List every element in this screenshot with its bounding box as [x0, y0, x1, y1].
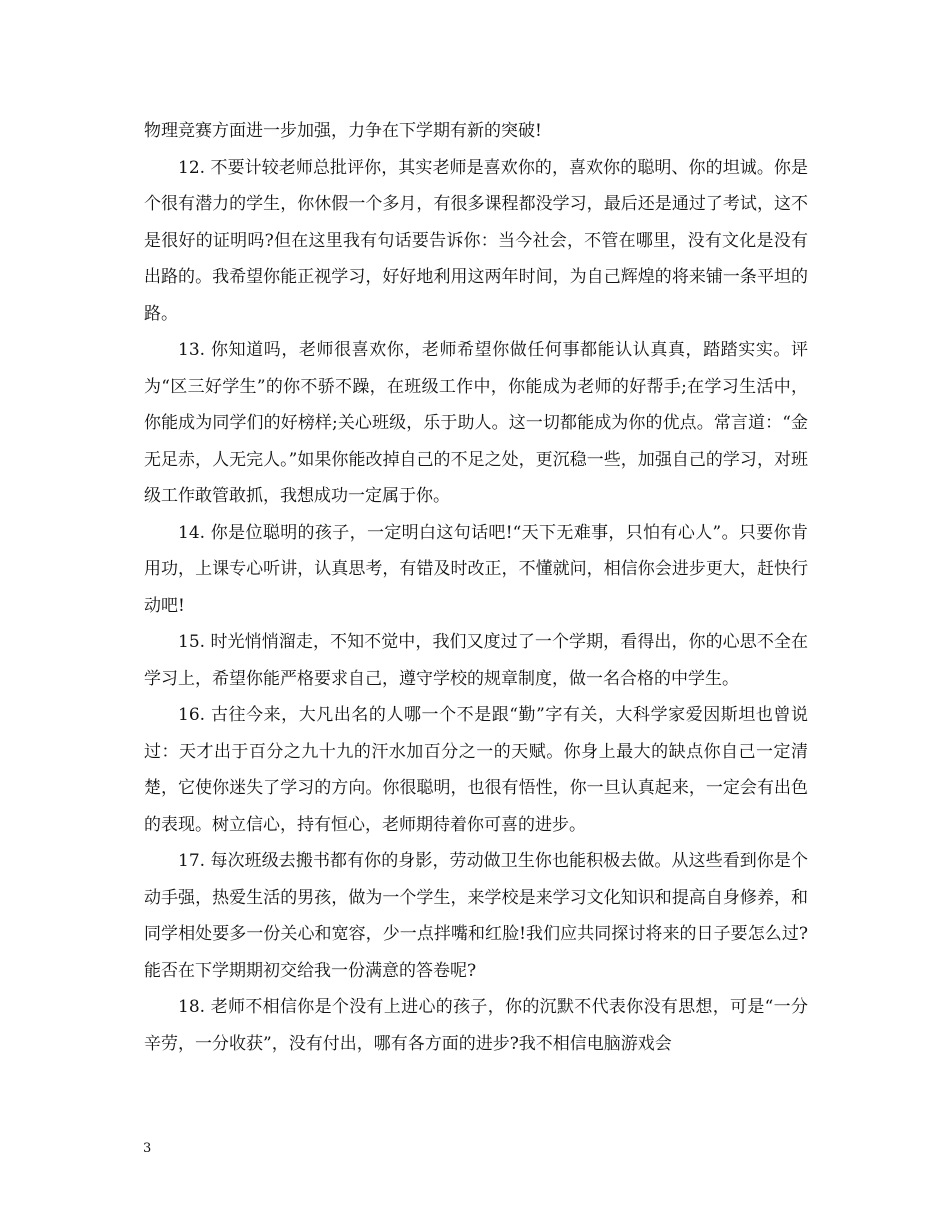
page-number: 3	[143, 1141, 152, 1156]
paragraph-14: 14. 你是位聪明的孩子，一定明白这句话吧!“天下无难事，只怕有心人”。只要你肯用功，上课专心听讲，认真思考，有错及时改正，不懂就问，相信你会进步更大，赶快行动吧!	[144, 522, 808, 616]
paragraph-18: 18. 老师不相信你是个没有上进心的孩子，你的沉默不代表你没有思想，可是“一分辛劳，一分收获”，没有付出，哪有各方面的进步?我不相信电脑游戏会	[144, 997, 808, 1054]
paragraph-15: 15. 时光悄悄溜走，不知不觉中，我们又度过了一个学期，看得出，你的心思不全在学习上，希望你能严格要求自己，遵守学校的规章制度，做一名合格的中学生。	[144, 632, 808, 689]
document-body	[144, 113, 808, 1062]
paragraph-continuation: 物理竞赛方面进一步加强，力争在下学期有新的突破!	[144, 121, 542, 141]
paragraph-13: 13. 你知道吗，老师很喜欢你，老师希望你做任何事都能认认真真，踏踏实实。评为“区三好学生”的你不骄不躁，在班级工作中，你能成为老师的好帮手;在学习生活中，你能成为同学们的好榜样;关心班级，乐于助人。这一切都能成为你的优点。常言道：“金无足赤，人无完人。”如果你能改掉自己的不足之处，更沉稳一些，加强自己的学习，对班级工作敢管敢抓，我想成功一定属于你。	[144, 340, 808, 506]
paragraph-17: 17. 每次班级去搬书都有你的身影，劳动做卫生你也能积极去做。从这些看到你是个动手强，热爱生活的男孩，做为一个学生，来学校是来学习文化知识和提高自身修养，和同学相处要多一份关心和宽容，少一点拌嘴和红脸!我们应共同探讨将来的日子要怎么过?能否在下学期期初交给我一份满意的答卷呢?	[144, 851, 808, 981]
paragraph-16: 16. 古往今来，大凡出名的人哪一个不是跟“勤”字有关，大科学家爱因斯坦也曾说过：天才出于百分之九十九的汗水加百分之一的天赋。你身上最大的缺点你自己一定清楚，它使你迷失了学习的方向。你很聪明，也很有悟性，你一旦认真起来，一定会有出色的表现。树立信心，持有恒心，老师期待着你可喜的进步。	[144, 705, 808, 835]
paragraph-12: 12. 不要计较老师总批评你，其实老师是喜欢你的，喜欢你的聪明、你的坦诚。你是个很有潜力的学生，你休假一个多月，有很多课程都没学习，最后还是通过了考试，这不是很好的证明吗?但在这里我有句话要告诉你：当今社会，不管在哪里，没有文化是没有出路的。我希望你能正视学习，好好地利用这两年时间，为自己辉煌的将来铺一条平坦的路。	[144, 157, 808, 324]
